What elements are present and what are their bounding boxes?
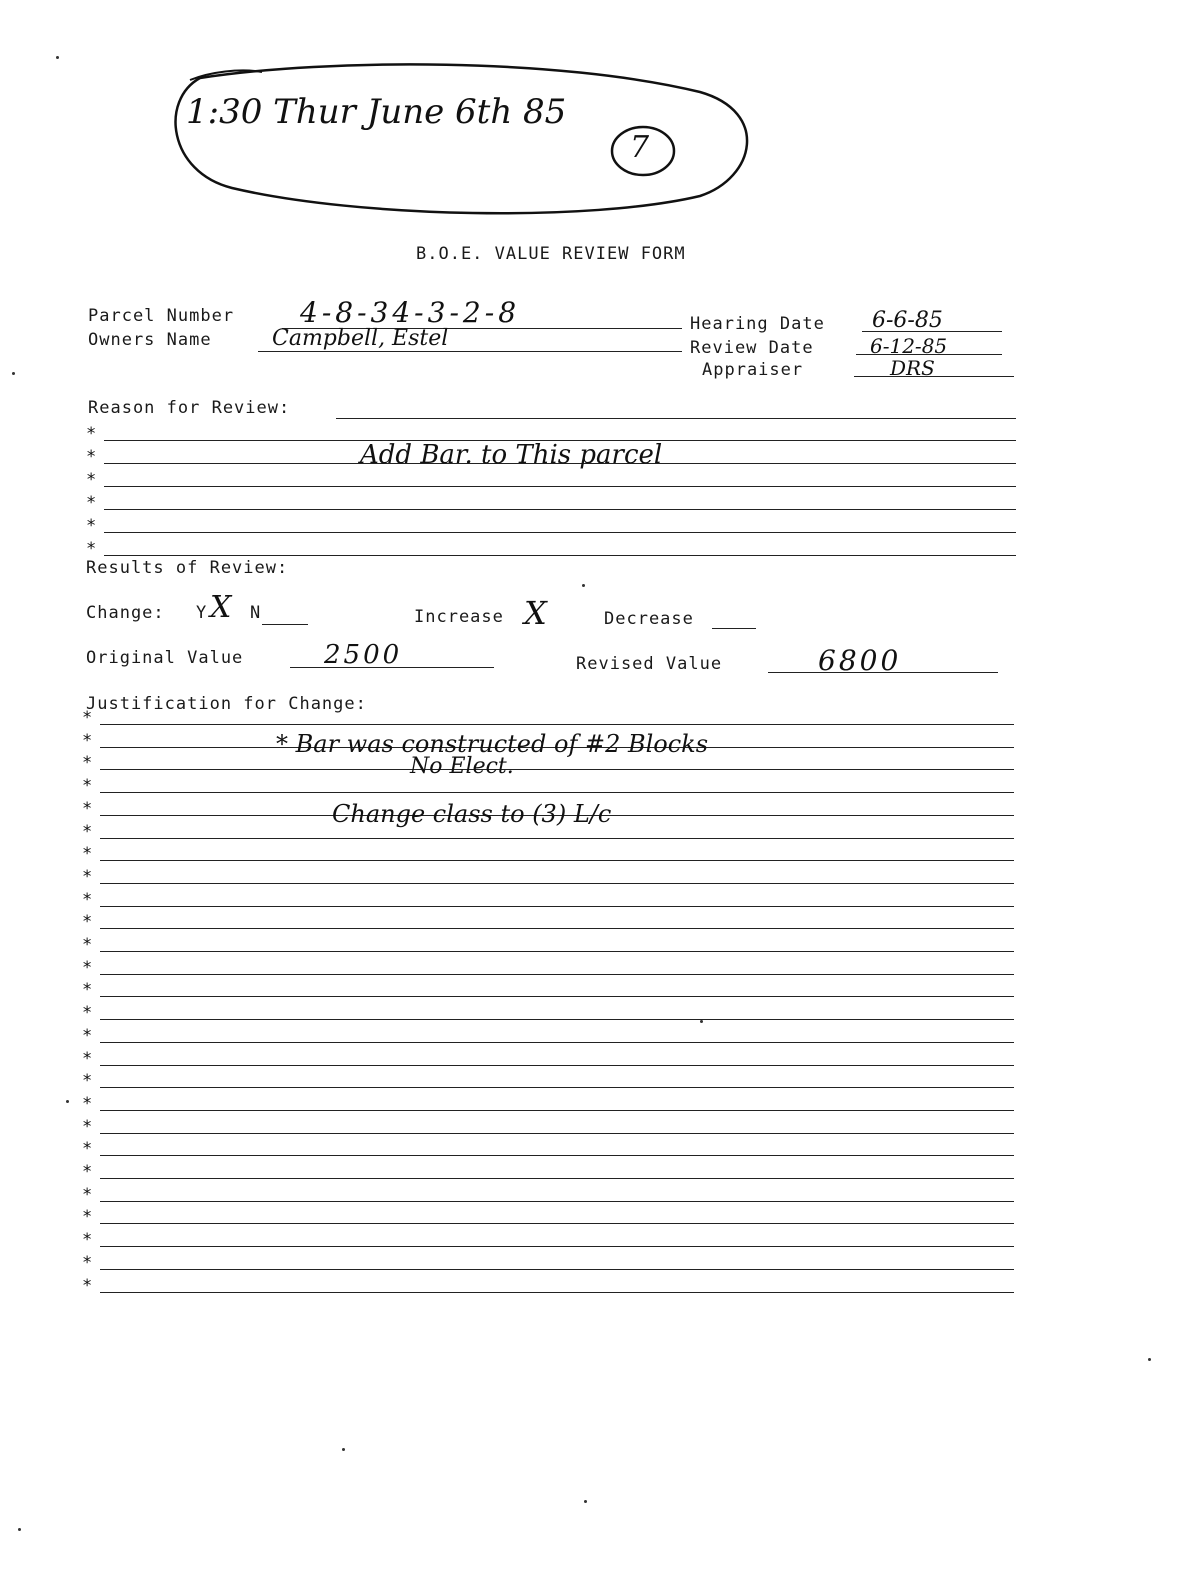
- line-marker: *: [86, 539, 97, 559]
- handwritten-oval-icon: [0, 0, 1200, 260]
- revised-value-label: Revised Value: [576, 654, 723, 674]
- change-n: N: [250, 603, 262, 623]
- justification-label: Justification for Change:: [86, 694, 367, 714]
- line-marker: *: [82, 935, 93, 955]
- line-marker: *: [86, 424, 97, 444]
- line-marker: *: [82, 957, 93, 978]
- original-value: 2500: [324, 640, 403, 670]
- line-marker: *: [82, 866, 93, 887]
- justification-line-2: No Elect.: [410, 754, 514, 779]
- change-label: Change:: [86, 603, 165, 623]
- line-marker: *: [86, 516, 97, 536]
- change-y: Y: [196, 603, 208, 623]
- handwritten-hearing-note: 1:30 Thur June 6th 85: [186, 92, 567, 132]
- original-value-label: Original Value: [86, 648, 244, 668]
- parcel-number-label: Parcel Number: [88, 306, 235, 326]
- line-marker: *: [82, 844, 93, 865]
- appraiser-label: Appraiser: [702, 360, 804, 380]
- line-marker: *: [82, 798, 93, 819]
- line-marker: *: [82, 1207, 93, 1228]
- line-marker: *: [82, 730, 93, 751]
- line-marker: *: [82, 1230, 93, 1251]
- line-marker: *: [82, 1116, 93, 1137]
- justification-line-3: Change class to (3) L/c: [332, 800, 612, 828]
- hearing-date-label: Hearing Date: [690, 314, 825, 334]
- review-date-value: 6-12-85: [870, 334, 948, 358]
- results-of-review-label: Results of Review:: [86, 558, 289, 578]
- increase-mark: X: [524, 594, 547, 632]
- line-marker: *: [82, 1025, 93, 1046]
- reason-text: Add Bar. to This parcel: [360, 440, 663, 470]
- line-marker: *: [82, 708, 93, 728]
- line-marker: *: [82, 1252, 93, 1273]
- line-marker: *: [82, 1071, 93, 1092]
- hearing-date-value: 6-6-85: [872, 308, 943, 333]
- change-mark: X: [210, 590, 232, 625]
- line-marker: *: [82, 1139, 93, 1160]
- line-marker: *: [82, 980, 93, 1001]
- line-marker: *: [86, 447, 97, 467]
- line-marker: *: [82, 912, 93, 933]
- line-marker: *: [82, 753, 93, 774]
- justification-line-1: * Bar was constructed of #2 Blocks: [276, 730, 709, 758]
- line-marker: *: [82, 889, 93, 910]
- line-marker: *: [82, 1162, 93, 1182]
- revised-value: 6800: [818, 644, 902, 677]
- reason-for-review-label: Reason for Review:: [88, 398, 291, 418]
- decrease-label: Decrease: [604, 609, 694, 629]
- line-marker: *: [82, 776, 93, 797]
- line-marker: *: [82, 1093, 93, 1114]
- circled-number: 7: [630, 130, 650, 165]
- line-marker: *: [86, 470, 97, 490]
- line-marker: *: [82, 1048, 93, 1069]
- increase-label: Increase: [414, 607, 504, 627]
- review-date-label: Review Date: [690, 338, 814, 358]
- form-title: B.O.E. VALUE REVIEW FORM: [416, 244, 686, 264]
- appraiser-value: DRS: [890, 356, 935, 380]
- line-marker: *: [82, 821, 93, 842]
- line-marker: *: [82, 1275, 93, 1296]
- owners-name-label: Owners Name: [88, 330, 212, 350]
- line-marker: *: [86, 493, 97, 513]
- parcel-number-value: 4-8-34-3-2-8: [300, 296, 521, 329]
- line-marker: *: [82, 1003, 93, 1024]
- owners-name-value: Campbell, Estel: [272, 326, 449, 351]
- line-marker: *: [82, 1184, 93, 1205]
